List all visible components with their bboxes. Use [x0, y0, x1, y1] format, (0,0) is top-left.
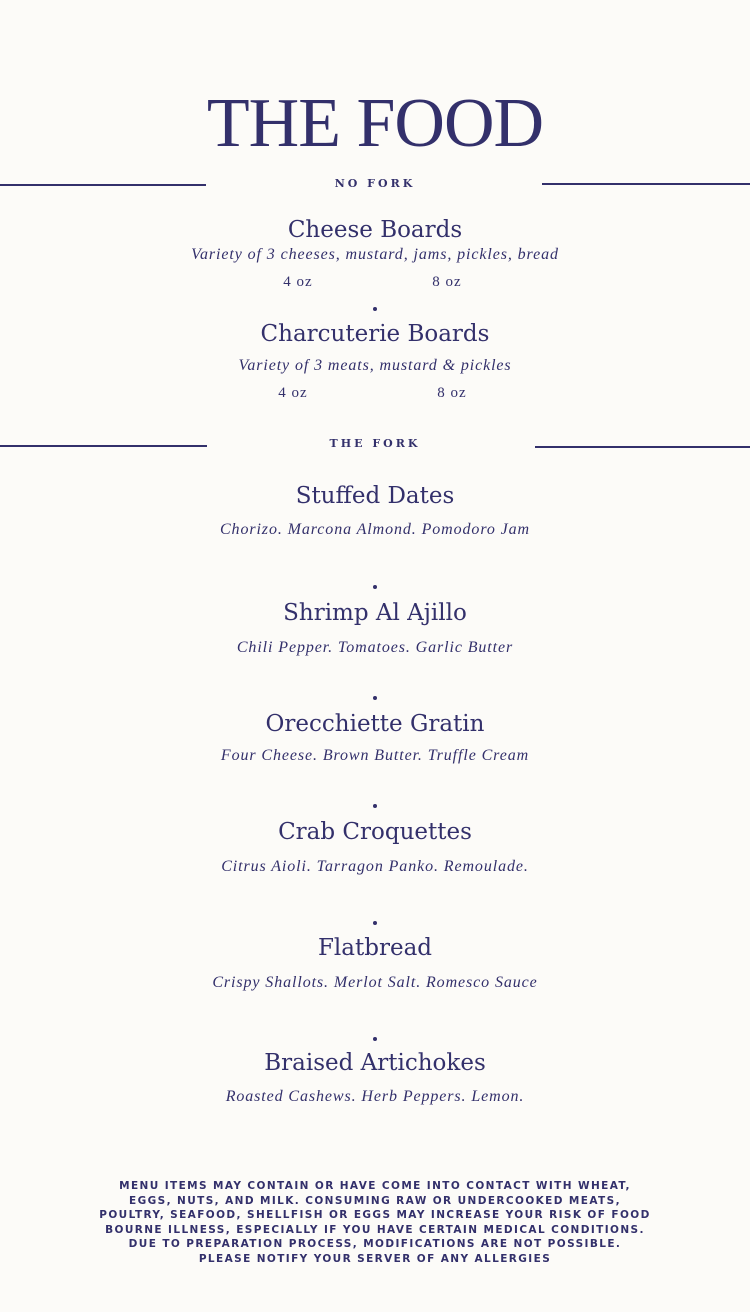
menu-item-name: Crab Croquettes — [278, 819, 472, 845]
menu-item-name: Braised Artichokes — [264, 1050, 486, 1076]
menu-item-description: Variety of 3 cheeses, mustard, jams, pickles, bread — [191, 246, 559, 263]
menu-item-name: Orecchiette Gratin — [265, 711, 485, 737]
size-option: 8 oz — [432, 274, 462, 290]
separator-dot — [373, 307, 377, 311]
disclaimer-line: EGGS, NUTS, AND MILK. CONSUMING RAW OR UNDERCOOKED MEATS, — [129, 1194, 621, 1207]
menu-item-description: Four Cheese. Brown Butter. Truffle Cream — [220, 747, 530, 764]
disclaimer-line: DUE TO PREPARATION PROCESS, MODIFICATIONS ARE NOT POSSIBLE. — [128, 1238, 622, 1251]
menu-item-description: Chorizo. Marcona Almond. Pomodoro Jam — [219, 521, 531, 538]
divider-right — [535, 446, 750, 448]
section-header-no-fork: NO FORK — [334, 177, 416, 190]
menu-item-name: Stuffed Dates — [295, 483, 455, 509]
separator-dot — [373, 1037, 377, 1041]
disclaimer-line: POULTRY, SEAFOOD, SHELLFISH OR EGGS MAY INCREASE YOUR RISK OF FOOD — [99, 1209, 651, 1222]
allergy-disclaimer — [75, 1179, 675, 1267]
section-header-the-fork: THE FORK — [329, 437, 421, 450]
menu-item-description: Variety of 3 meats, mustard & pickles — [238, 357, 512, 374]
menu-item-description: Roasted Cashews. Herb Peppers. Lemon. — [225, 1088, 525, 1105]
separator-dot — [373, 804, 377, 808]
separator-dot — [373, 921, 377, 925]
disclaimer-line: PLEASE NOTIFY YOUR SERVER OF ANY ALLERGIES — [198, 1252, 552, 1265]
menu-item-name: Charcuterie Boards — [260, 321, 490, 347]
menu-title: THE FOOD — [206, 85, 544, 162]
menu-item-description: Chili Pepper. Tomatoes. Garlic Butter — [236, 639, 514, 656]
size-option: 4 oz — [283, 274, 313, 290]
menu-item-description: Crispy Shallots. Merlot Salt. Romesco Sauce — [212, 974, 538, 991]
divider-right — [542, 183, 750, 185]
size-option: 4 oz — [278, 385, 308, 401]
menu-item-name: Shrimp Al Ajillo — [283, 600, 467, 626]
size-option: 8 oz — [437, 385, 467, 401]
menu-item-description: Citrus Aioli. Tarragon Panko. Remoulade. — [221, 858, 529, 875]
disclaimer-line: BOURNE ILLNESS, ESPECIALLY IF YOU HAVE CERTAIN MEDICAL CONDITIONS. — [105, 1223, 645, 1236]
menu-item-name: Flatbread — [317, 935, 433, 961]
separator-dot — [373, 696, 377, 700]
menu-item-name: Cheese Boards — [287, 217, 463, 243]
disclaimer-line: MENU ITEMS MAY CONTAIN OR HAVE COME INTO CONTACT WITH WHEAT, — [119, 1180, 631, 1192]
separator-dot — [373, 585, 377, 589]
